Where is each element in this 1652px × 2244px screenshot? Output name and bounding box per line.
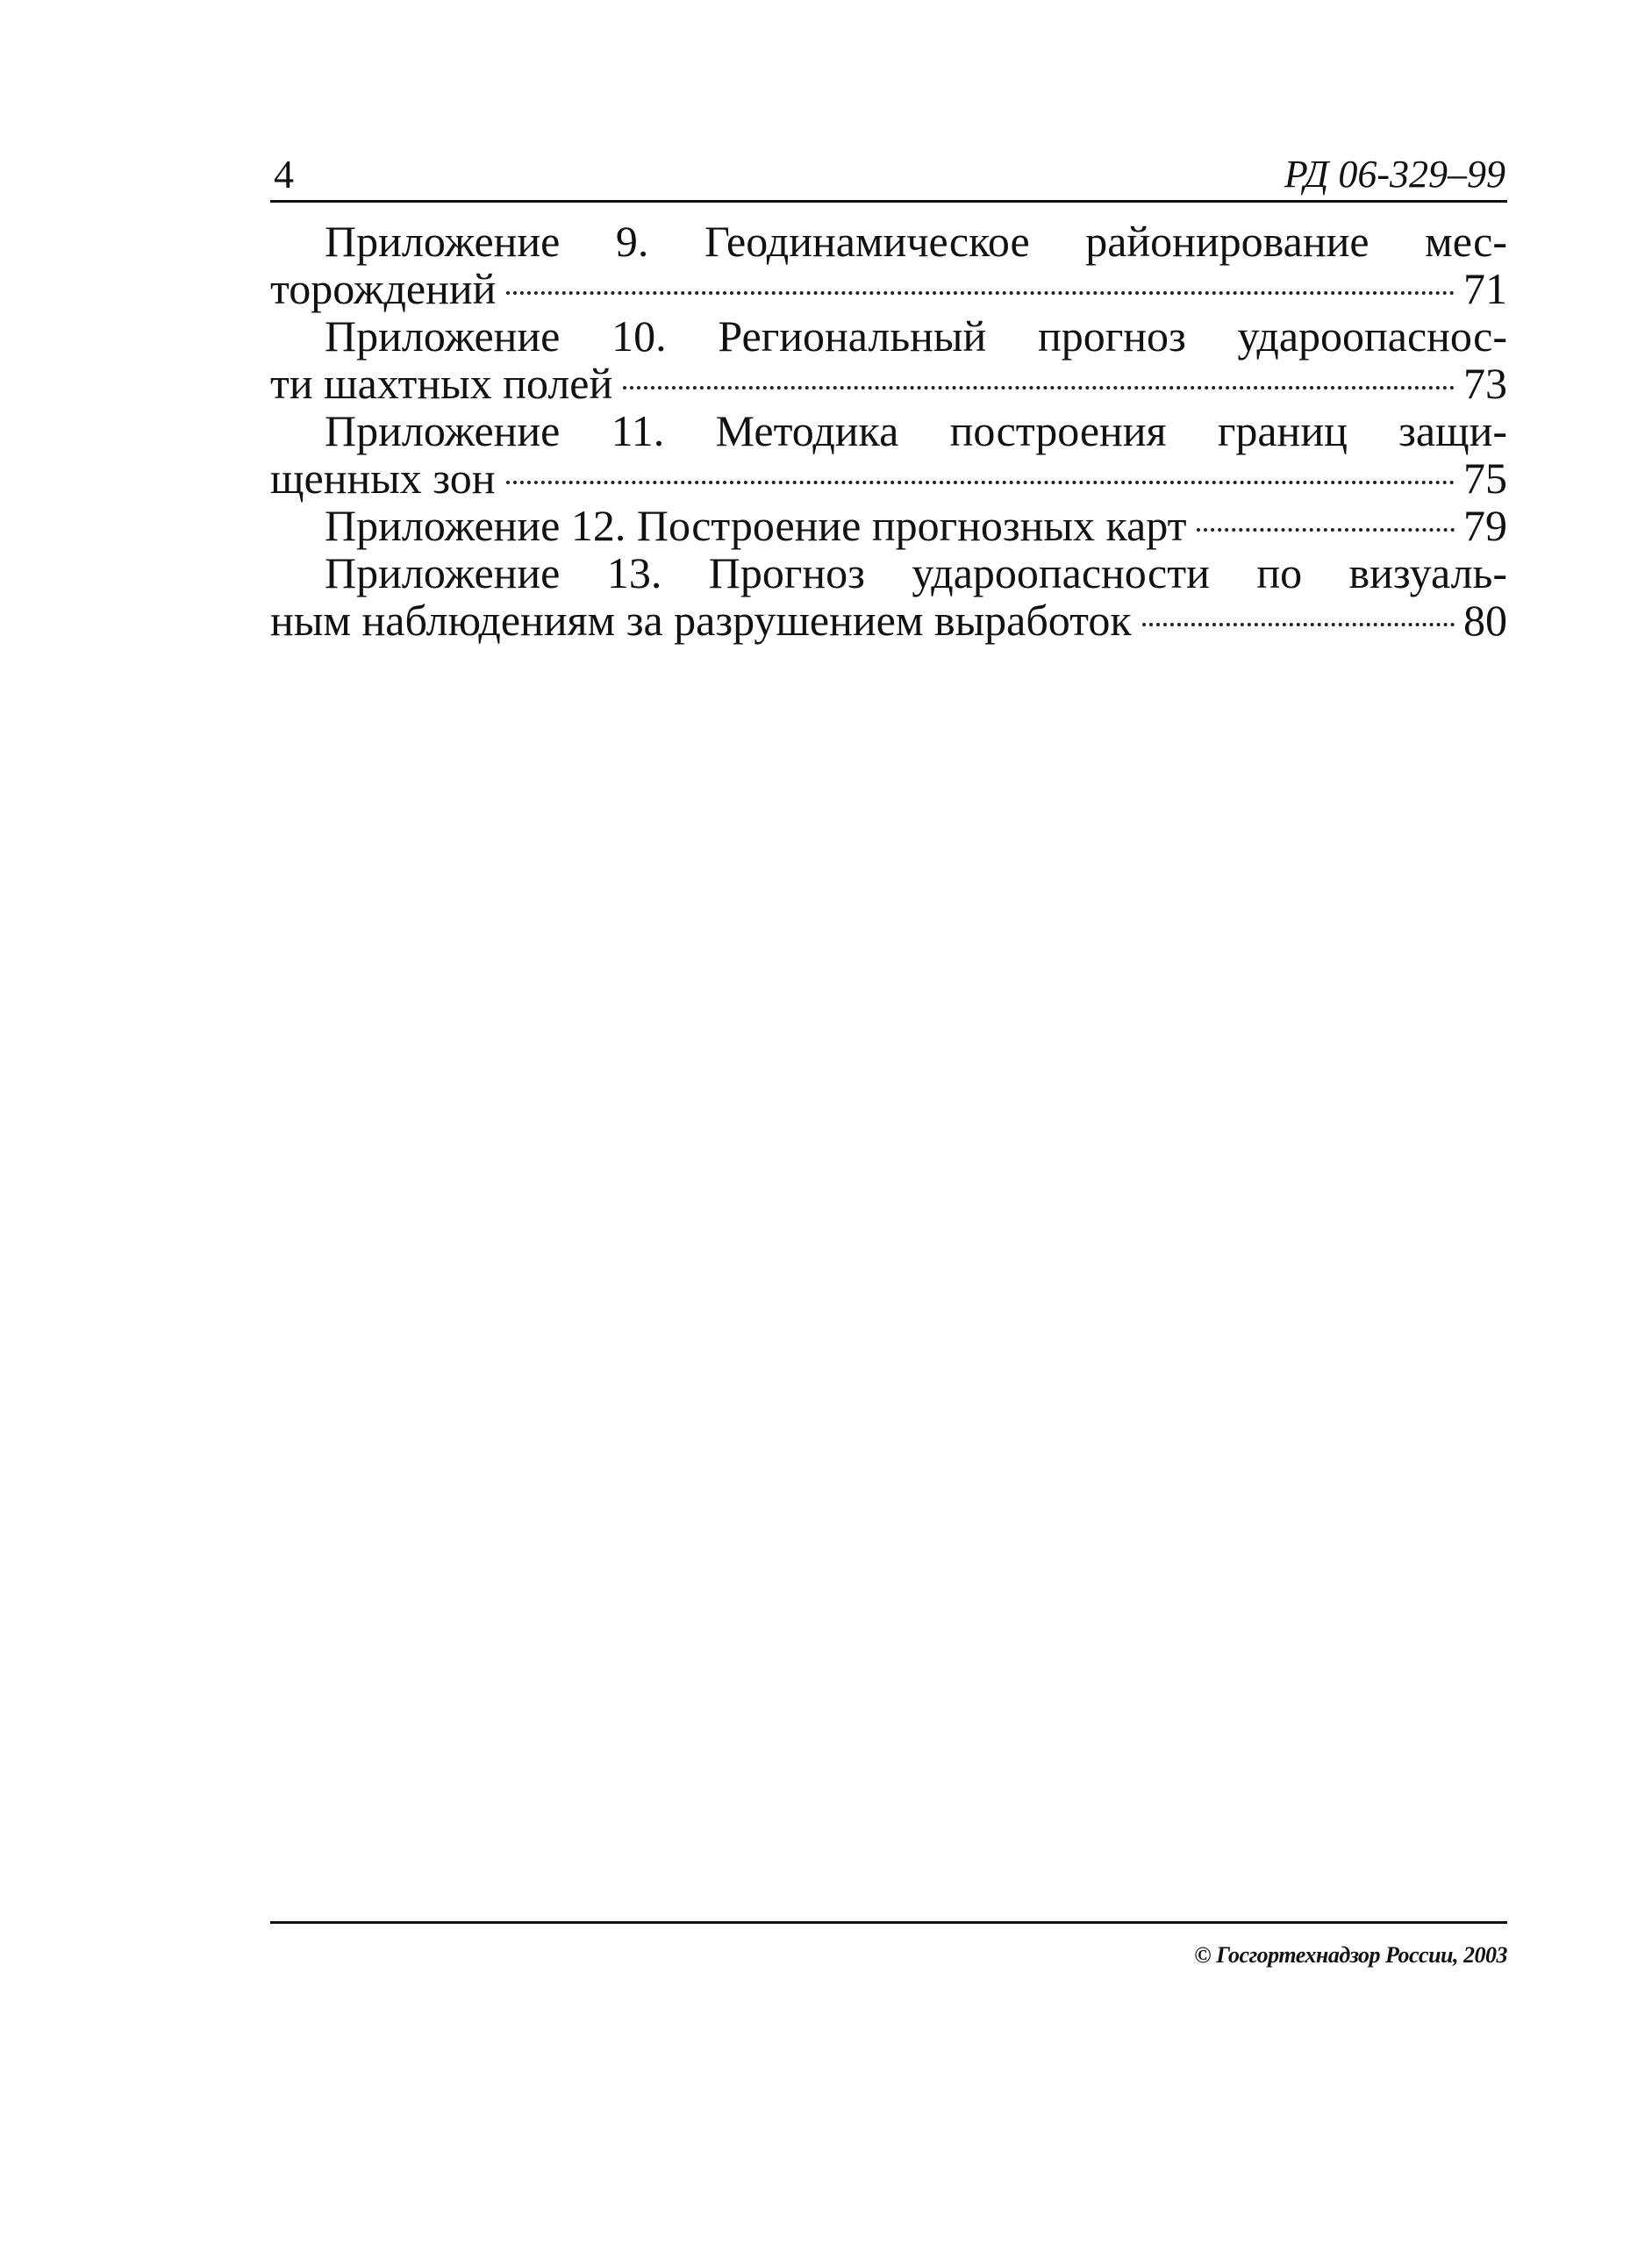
toc-page-number: 75: [1463, 454, 1507, 503]
toc-entry-appendix-12[interactable]: [270, 502, 1507, 549]
dot-leader: [1197, 528, 1455, 532]
toc-entry-title-continuation: щенных зон: [270, 454, 496, 503]
table-of-contents: [270, 218, 1507, 644]
toc-entry-title-continuation: торождений: [270, 264, 497, 313]
toc-entry-title: Приложение 11. Методика построения границ защи-: [325, 406, 1507, 455]
toc-entry-title: Приложение 12. Построение прогнозных карт: [325, 501, 1187, 550]
toc-entry-appendix-11[interactable]: [270, 407, 1507, 502]
dot-leader: [506, 481, 1455, 484]
toc-entry-title-continuation: ти шахтных полей: [270, 359, 613, 408]
footer-divider: [270, 1921, 1507, 1924]
toc-page-number: 80: [1463, 596, 1507, 645]
toc-page-number: 79: [1463, 501, 1507, 550]
page-header: [270, 151, 1507, 203]
document-code: РД 06-329–99: [1284, 153, 1505, 196]
toc-entry-appendix-9[interactable]: [270, 218, 1507, 312]
dot-leader: [623, 386, 1455, 389]
dot-leader: [1142, 623, 1455, 626]
toc-page-number: 73: [1463, 359, 1507, 408]
toc-entry-title: Приложение 13. Прогноз удароопасности по визуаль-: [325, 548, 1507, 597]
toc-page-number: 71: [1463, 264, 1507, 313]
toc-entry-appendix-13[interactable]: [270, 549, 1507, 644]
toc-entry-title-continuation: ным наблюдениям за разрушением выработок: [270, 596, 1132, 645]
page-number: 4: [274, 152, 294, 197]
dot-leader: [506, 291, 1455, 295]
toc-entry-title: Приложение 9. Геодинамическое районирование мес-: [325, 217, 1507, 266]
copyright-notice: © Госгортехнадзор России, 2003: [1194, 1942, 1507, 1968]
toc-entry-title: Приложение 10. Региональный прогноз удароопаснос-: [325, 311, 1507, 361]
toc-entry-appendix-10[interactable]: [270, 312, 1507, 407]
